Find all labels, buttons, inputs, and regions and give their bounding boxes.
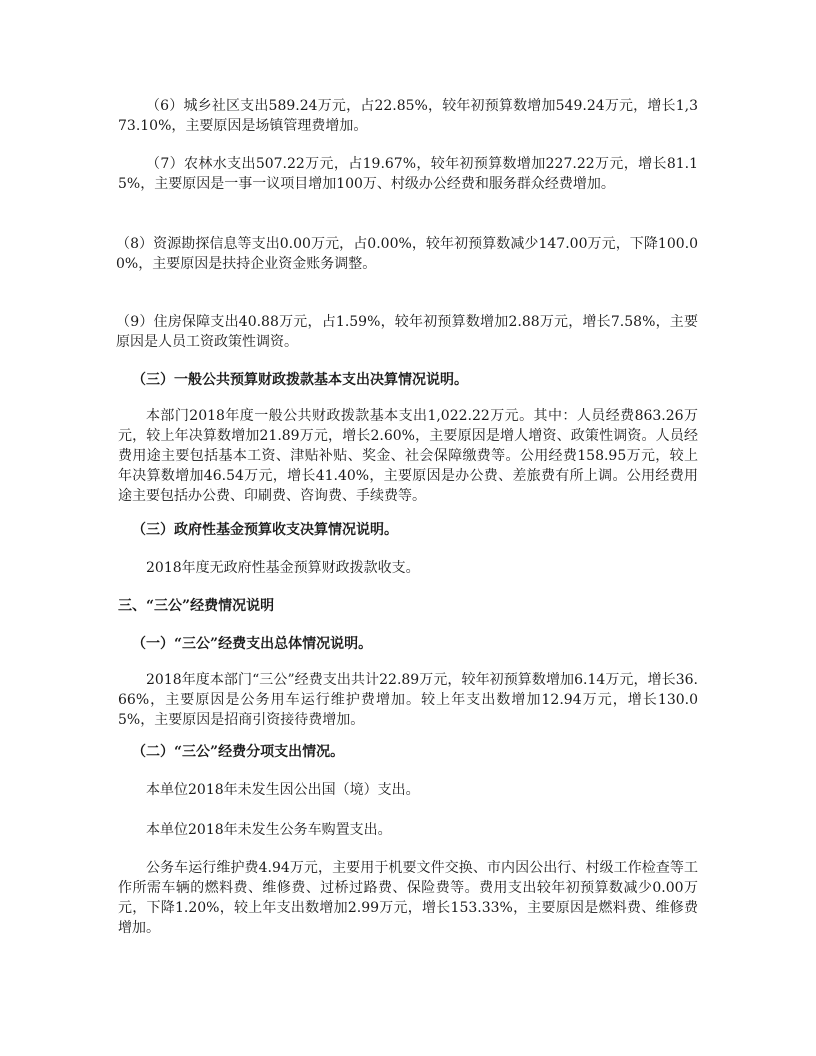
heading-government-fund: （三）政府性基金预算收支决算情况说明。 (132, 522, 398, 538)
paragraph-three-public-overview: 2018年度本部门“三公”经费支出共计22.89万元，较年初预算数增加6.14万元，增长36.66%，主要原因是公务用车运行维护费增加。较上年支出数增加12.94万元，增长130.05%，主要原因是招商引资接待费增加。 (118, 672, 698, 728)
paragraph-housing-expense: （9）住房保障支出40.88万元，占1.59%，较年初预算数增加2.88万元，增长7.58%，主要原因是人员工资政策性调资。 (116, 314, 698, 350)
heading-three-public-items: （二）“三公”经费分项支出情况。 (132, 744, 345, 760)
paragraph-vehicle-maintenance: 公务车运行维护费4.94万元，主要用于机要文件交换、市内因公出行、村级工作检查等工作所需车辆的燃料费、维修费、过桥过路费、保险费等。费用支出较年初预算数减少0.00万元，下降1.20%，较上年支出数增加2.99万元，增长153.33%，主要原因是燃料费、维修费增加。 (118, 860, 698, 936)
paragraph-urban-rural-expense: （6）城乡社区支出589.24万元，占22.85%，较年初预算数增加549.24万元，增长1,373.10%，主要原因是场镇管理费增加。 (118, 98, 698, 134)
heading-basic-expense: （三）一般公共预算财政拨款基本支出决算情况说明。 (132, 372, 468, 388)
paragraph-government-fund: 2018年度无政府性基金预算财政拨款收支。 (146, 560, 420, 576)
heading-three-public-overview: （一）“三公”经费支出总体情况说明。 (132, 636, 373, 652)
paragraph-basic-expense: 本部门2018年度一般公共财政拨款基本支出1,022.22万元。其中：人员经费863.26万元，较上年决算数增加21.89万元，增长2.60%，主要原因是增人增资、政策性调资。人员经费用途主要包括基本工资、津贴补贴、奖金、社会保障缴费等。公用经费158.95万元，较上年决算数增加46.54万元，增长41.40%，主要原因是办公费、差旅费有所上调。公用经费用途主要包括办公费、印刷费、咨询费、手续费等。 (118, 408, 698, 504)
paragraph-agriculture-expense: （7）农林水支出507.22万元，占19.67%，较年初预算数增加227.22万元，增长81.15%，主要原因是一事一议项目增加100万、村级办公经费和服务群众经费增加。 (118, 156, 698, 192)
paragraph-resource-expense: （8）资源勘探信息等支出0.00万元，占0.00%，较年初预算数减少147.00万元，下降100.00%，主要原因是扶持企业资金账务调整。 (116, 236, 698, 272)
paragraph-vehicle-purchase: 本单位2018年未发生公务车购置支出。 (146, 822, 392, 838)
paragraph-abroad-expense: 本单位2018年未发生因公出国（境）支出。 (146, 782, 420, 798)
heading-three-public: 三、“三公”经费情况说明 (118, 598, 275, 614)
